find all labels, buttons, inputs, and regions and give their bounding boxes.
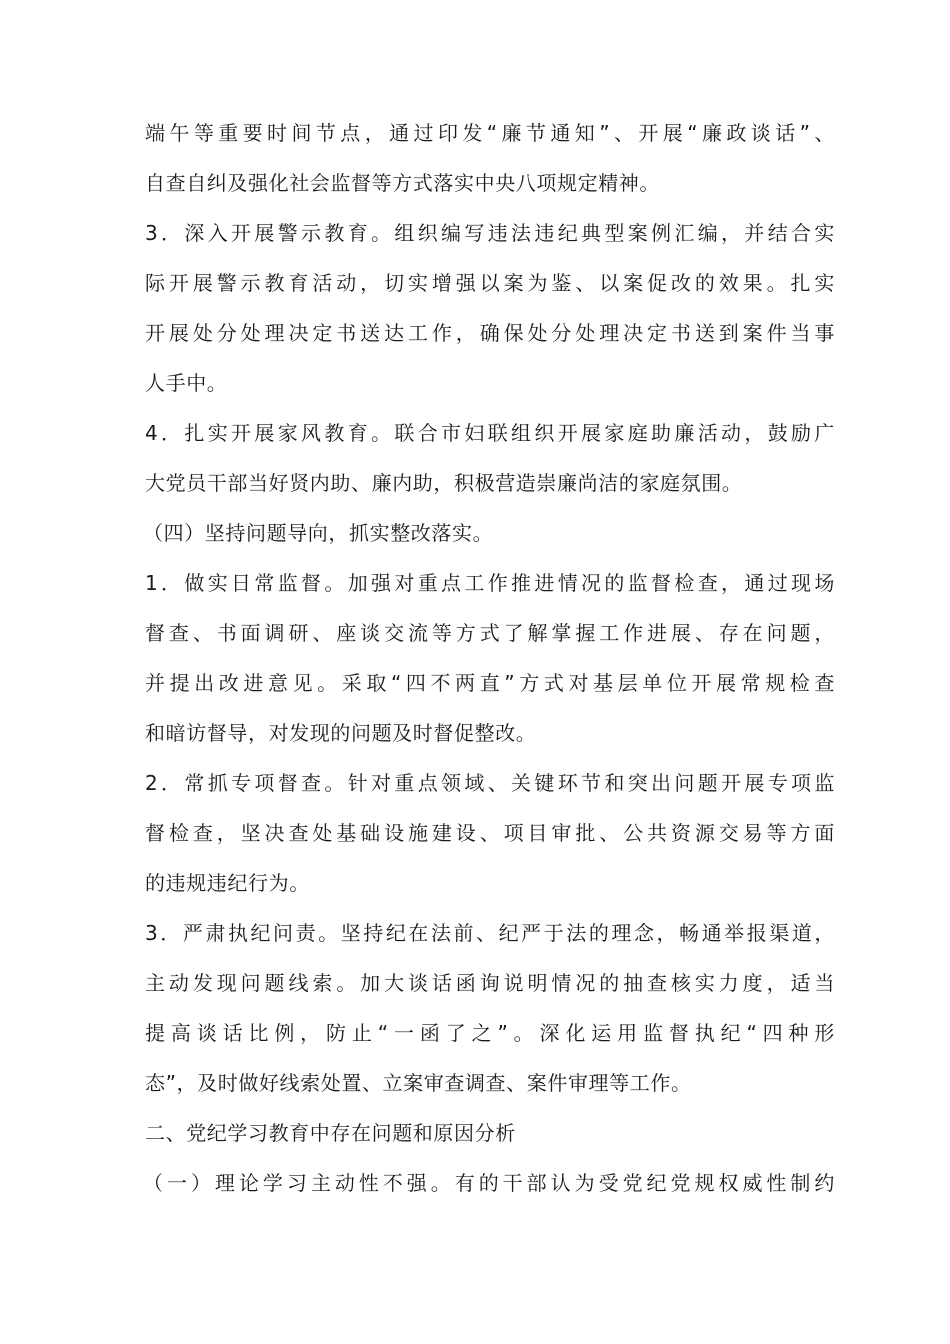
paragraph-line: 主动发现问题线索。加大谈话函询说明情况的抽查核实力度，适当 bbox=[145, 971, 835, 995]
paragraph-line: 并提出改进意见。采取“四不两直”方式对基层单位开展常规检查 bbox=[145, 671, 835, 695]
paragraph-line: 提高谈话比例，防止“一函了之”。深化运用监督执纪“四种形 bbox=[145, 1021, 835, 1045]
paragraph-line: 端午等重要时间节点，通过印发“廉节通知”、开展“廉政谈话”、 bbox=[145, 121, 835, 145]
paragraph-line: 1．做实日常监督。加强对重点工作推进情况的监督检查，通过现场 bbox=[145, 571, 835, 595]
paragraph-line: 自查自纠及强化社会监督等方式落实中央八项规定精神。 bbox=[145, 171, 660, 195]
paragraph-line: 态”，及时做好线索处置、立案审查调查、案件审理等工作。 bbox=[145, 1071, 692, 1095]
paragraph-line: 和暗访督导，对发现的问题及时督促整改。 bbox=[145, 721, 537, 745]
paragraph-line: 二、党纪学习教育中存在问题和原因分析 bbox=[145, 1121, 516, 1145]
paragraph-line: 人手中。 bbox=[145, 371, 228, 395]
document-body bbox=[145, 121, 835, 1221]
paragraph-line: （一）理论学习主动性不强。有的干部认为受党纪党规权威性制约 bbox=[143, 1171, 835, 1195]
paragraph-line: 4．扎实开展家风教育。联合市妇联组织开展家庭助廉活动，鼓励广 bbox=[145, 421, 835, 445]
paragraph-line: 的违规违纪行为。 bbox=[145, 871, 310, 895]
paragraph-line: （四）坚持问题导向，抓实整改落实。 bbox=[143, 521, 494, 545]
paragraph-line: 3．深入开展警示教育。组织编写违法违纪典型案例汇编，并结合实 bbox=[145, 221, 835, 245]
paragraph-line: 开展处分处理决定书送达工作，确保处分处理决定书送到案件当事 bbox=[145, 321, 835, 345]
paragraph-line: 督查、书面调研、座谈交流等方式了解掌握工作进展、存在问题， bbox=[145, 621, 835, 645]
paragraph-line: 2．常抓专项督查。针对重点领域、关键环节和突出问题开展专项监 bbox=[145, 771, 835, 795]
paragraph-line: 督检查，坚决查处基础设施建设、项目审批、公共资源交易等方面 bbox=[145, 821, 835, 845]
paragraph-line: 大党员干部当好贤内助、廉内助，积极营造崇廉尚洁的家庭氛围。 bbox=[145, 471, 743, 495]
paragraph-line: 3．严肃执纪问责。坚持纪在法前、纪严于法的理念，畅通举报渠道， bbox=[145, 921, 835, 945]
paragraph-line: 际开展警示教育活动，切实增强以案为鉴、以案促改的效果。扎实 bbox=[145, 271, 835, 295]
